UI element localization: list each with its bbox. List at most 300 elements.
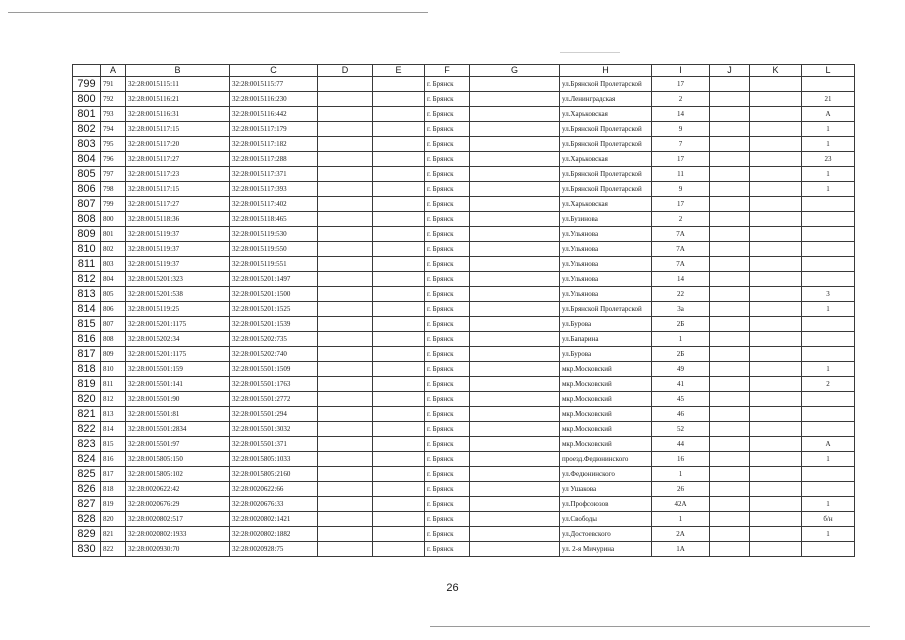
cell-e[interactable]	[373, 542, 425, 557]
cell-f[interactable]: г. Брянск	[425, 542, 470, 557]
row-number[interactable]: 818	[73, 362, 101, 377]
cell-c[interactable]: 32:28:0020622:66	[230, 482, 318, 497]
cell-e[interactable]	[373, 452, 425, 467]
cell-b[interactable]: 32:28:0020802:517	[126, 512, 230, 527]
cell-h[interactable]: ул.Бурова	[560, 347, 652, 362]
cell-l[interactable]	[802, 77, 855, 92]
cell-k[interactable]	[750, 92, 802, 107]
cell-g[interactable]	[470, 482, 560, 497]
cell-f[interactable]: г. Брянск	[425, 407, 470, 422]
cell-g[interactable]	[470, 182, 560, 197]
cell-d[interactable]	[318, 92, 373, 107]
cell-k[interactable]	[750, 542, 802, 557]
cell-e[interactable]	[373, 332, 425, 347]
cell-j[interactable]	[710, 212, 750, 227]
column-header[interactable]: L	[802, 65, 855, 77]
cell-h[interactable]: ул.Харьковская	[560, 152, 652, 167]
cell-d[interactable]	[318, 302, 373, 317]
cell-k[interactable]	[750, 302, 802, 317]
cell-i[interactable]: 7А	[652, 257, 710, 272]
cell-g[interactable]	[470, 512, 560, 527]
cell-h[interactable]: ул.Брянской Пролетарской	[560, 122, 652, 137]
cell-h[interactable]: ул.Достоевского	[560, 527, 652, 542]
row-number[interactable]: 799	[73, 77, 101, 92]
row-number[interactable]: 811	[73, 257, 101, 272]
cell-f[interactable]: г. Брянск	[425, 77, 470, 92]
cell-g[interactable]	[470, 377, 560, 392]
cell-d[interactable]	[318, 212, 373, 227]
cell-j[interactable]	[710, 167, 750, 182]
cell-l[interactable]	[802, 407, 855, 422]
row-number[interactable]: 810	[73, 242, 101, 257]
cell-g[interactable]	[470, 347, 560, 362]
cell-j[interactable]	[710, 512, 750, 527]
cell-g[interactable]	[470, 362, 560, 377]
cell-h[interactable]: ул.Брянской Пролетарской	[560, 182, 652, 197]
cell-j[interactable]	[710, 437, 750, 452]
cell-a[interactable]: 802	[101, 242, 126, 257]
cell-e[interactable]	[373, 377, 425, 392]
cell-e[interactable]	[373, 362, 425, 377]
row-number[interactable]: 827	[73, 497, 101, 512]
cell-k[interactable]	[750, 527, 802, 542]
cell-c[interactable]: 32:28:0015119:551	[230, 257, 318, 272]
cell-c[interactable]: 32:28:0015117:393	[230, 182, 318, 197]
cell-e[interactable]	[373, 182, 425, 197]
cell-b[interactable]: 32:28:0015119:37	[126, 257, 230, 272]
cell-h[interactable]: ул.Харьковская	[560, 197, 652, 212]
cell-b[interactable]: 32:28:0020802:1933	[126, 527, 230, 542]
cell-h[interactable]: мкр.Московский	[560, 437, 652, 452]
cell-f[interactable]: г. Брянск	[425, 422, 470, 437]
cell-c[interactable]: 32:28:0015805:1033	[230, 452, 318, 467]
cell-k[interactable]	[750, 272, 802, 287]
cell-k[interactable]	[750, 77, 802, 92]
cell-d[interactable]	[318, 107, 373, 122]
column-header[interactable]: H	[560, 65, 652, 77]
cell-e[interactable]	[373, 512, 425, 527]
cell-a[interactable]: 800	[101, 212, 126, 227]
cell-e[interactable]	[373, 287, 425, 302]
cell-g[interactable]	[470, 227, 560, 242]
cell-i[interactable]: 26	[652, 482, 710, 497]
cell-c[interactable]: 32:28:0020802:1882	[230, 527, 318, 542]
cell-e[interactable]	[373, 122, 425, 137]
cell-f[interactable]: г. Брянск	[425, 467, 470, 482]
cell-e[interactable]	[373, 497, 425, 512]
cell-j[interactable]	[710, 122, 750, 137]
cell-a[interactable]: 804	[101, 272, 126, 287]
cell-d[interactable]	[318, 467, 373, 482]
cell-i[interactable]: 49	[652, 362, 710, 377]
cell-b[interactable]: 32:28:0015116:31	[126, 107, 230, 122]
cell-b[interactable]: 32:28:0015501:81	[126, 407, 230, 422]
cell-l[interactable]: 3	[802, 287, 855, 302]
cell-e[interactable]	[373, 302, 425, 317]
cell-b[interactable]: 32:28:0015117:27	[126, 197, 230, 212]
row-number[interactable]: 801	[73, 107, 101, 122]
cell-f[interactable]: г. Брянск	[425, 197, 470, 212]
row-number[interactable]: 820	[73, 392, 101, 407]
cell-h[interactable]: ул.Федюнинского	[560, 467, 652, 482]
cell-f[interactable]: г. Брянск	[425, 272, 470, 287]
cell-i[interactable]: 7А	[652, 227, 710, 242]
cell-b[interactable]: 32:28:0015119:37	[126, 227, 230, 242]
cell-h[interactable]: мкр.Московский	[560, 407, 652, 422]
cell-k[interactable]	[750, 437, 802, 452]
cell-g[interactable]	[470, 542, 560, 557]
cell-k[interactable]	[750, 137, 802, 152]
row-number[interactable]: 800	[73, 92, 101, 107]
row-number[interactable]: 825	[73, 467, 101, 482]
cell-l[interactable]: 2	[802, 377, 855, 392]
cell-d[interactable]	[318, 347, 373, 362]
cell-c[interactable]: 32:28:0015117:182	[230, 137, 318, 152]
cell-i[interactable]: 14	[652, 272, 710, 287]
cell-i[interactable]: 22	[652, 287, 710, 302]
cell-k[interactable]	[750, 317, 802, 332]
cell-k[interactable]	[750, 392, 802, 407]
cell-e[interactable]	[373, 227, 425, 242]
row-number[interactable]: 826	[73, 482, 101, 497]
cell-a[interactable]: 815	[101, 437, 126, 452]
cell-b[interactable]: 32:28:0015117:20	[126, 137, 230, 152]
cell-g[interactable]	[470, 122, 560, 137]
cell-c[interactable]: 32:28:0015501:294	[230, 407, 318, 422]
cell-g[interactable]	[470, 77, 560, 92]
cell-j[interactable]	[710, 227, 750, 242]
cell-b[interactable]: 32:28:0015501:141	[126, 377, 230, 392]
cell-d[interactable]	[318, 137, 373, 152]
cell-d[interactable]	[318, 482, 373, 497]
cell-k[interactable]	[750, 182, 802, 197]
cell-g[interactable]	[470, 287, 560, 302]
cell-d[interactable]	[318, 317, 373, 332]
cell-b[interactable]: 32:28:0015116:21	[126, 92, 230, 107]
cell-b[interactable]: 32:28:0015501:97	[126, 437, 230, 452]
cell-b[interactable]: 32:28:0015201:1175	[126, 317, 230, 332]
cell-c[interactable]: 32:28:0015501:2772	[230, 392, 318, 407]
cell-d[interactable]	[318, 392, 373, 407]
cell-l[interactable]	[802, 422, 855, 437]
cell-c[interactable]: 32:28:0020802:1421	[230, 512, 318, 527]
cell-i[interactable]: 2Б	[652, 317, 710, 332]
cell-l[interactable]: 1	[802, 497, 855, 512]
cell-l[interactable]	[802, 467, 855, 482]
column-header[interactable]: C	[230, 65, 318, 77]
cell-c[interactable]: 32:28:0015501:3032	[230, 422, 318, 437]
cell-f[interactable]: г. Брянск	[425, 227, 470, 242]
cell-k[interactable]	[750, 197, 802, 212]
cell-h[interactable]: мкр.Московский	[560, 422, 652, 437]
cell-l[interactable]	[802, 242, 855, 257]
cell-c[interactable]: 32:28:0015117:179	[230, 122, 318, 137]
cell-d[interactable]	[318, 452, 373, 467]
cell-l[interactable]	[802, 272, 855, 287]
row-number[interactable]: 822	[73, 422, 101, 437]
cell-d[interactable]	[318, 437, 373, 452]
cell-b[interactable]: 32:28:0015201:1175	[126, 347, 230, 362]
cell-g[interactable]	[470, 167, 560, 182]
cell-l[interactable]: 21	[802, 92, 855, 107]
column-header[interactable]: J	[710, 65, 750, 77]
cell-h[interactable]: ул.Бапарина	[560, 332, 652, 347]
row-number[interactable]: 824	[73, 452, 101, 467]
cell-i[interactable]: 1	[652, 512, 710, 527]
cell-a[interactable]: 797	[101, 167, 126, 182]
cell-j[interactable]	[710, 332, 750, 347]
cell-f[interactable]: г. Брянск	[425, 437, 470, 452]
cell-l[interactable]	[802, 212, 855, 227]
cell-c[interactable]: 32:28:0015116:230	[230, 92, 318, 107]
cell-d[interactable]	[318, 182, 373, 197]
cell-f[interactable]: г. Брянск	[425, 347, 470, 362]
cell-a[interactable]: 793	[101, 107, 126, 122]
cell-g[interactable]	[470, 137, 560, 152]
cell-i[interactable]: 2	[652, 92, 710, 107]
row-number[interactable]: 813	[73, 287, 101, 302]
row-number[interactable]: 812	[73, 272, 101, 287]
cell-g[interactable]	[470, 437, 560, 452]
cell-a[interactable]: 794	[101, 122, 126, 137]
cell-k[interactable]	[750, 212, 802, 227]
cell-e[interactable]	[373, 437, 425, 452]
cell-l[interactable]	[802, 257, 855, 272]
cell-f[interactable]: г. Брянск	[425, 377, 470, 392]
cell-i[interactable]: 44	[652, 437, 710, 452]
cell-h[interactable]: ул.Ленинградская	[560, 92, 652, 107]
cell-a[interactable]: 821	[101, 527, 126, 542]
cell-i[interactable]: 45	[652, 392, 710, 407]
cell-b[interactable]: 32:28:0015805:102	[126, 467, 230, 482]
column-header[interactable]: G	[470, 65, 560, 77]
cell-i[interactable]: 1А	[652, 542, 710, 557]
cell-d[interactable]	[318, 227, 373, 242]
cell-h[interactable]: ул.Ульянова	[560, 257, 652, 272]
cell-a[interactable]: 792	[101, 92, 126, 107]
cell-j[interactable]	[710, 497, 750, 512]
cell-i[interactable]: 7	[652, 137, 710, 152]
cell-g[interactable]	[470, 422, 560, 437]
cell-k[interactable]	[750, 257, 802, 272]
cell-f[interactable]: г. Брянск	[425, 152, 470, 167]
cell-j[interactable]	[710, 392, 750, 407]
cell-c[interactable]: 32:28:0015501:1509	[230, 362, 318, 377]
cell-b[interactable]: 32:28:0015501:90	[126, 392, 230, 407]
cell-j[interactable]	[710, 152, 750, 167]
cell-k[interactable]	[750, 512, 802, 527]
cell-d[interactable]	[318, 77, 373, 92]
row-number[interactable]: 817	[73, 347, 101, 362]
cell-a[interactable]: 818	[101, 482, 126, 497]
cell-c[interactable]: 32:28:0015201:1500	[230, 287, 318, 302]
cell-h[interactable]: ул.Брянской Пролетарской	[560, 137, 652, 152]
cell-d[interactable]	[318, 152, 373, 167]
cell-c[interactable]: 32:28:0015202:740	[230, 347, 318, 362]
cell-d[interactable]	[318, 527, 373, 542]
cell-k[interactable]	[750, 332, 802, 347]
cell-e[interactable]	[373, 137, 425, 152]
cell-a[interactable]: 809	[101, 347, 126, 362]
cell-k[interactable]	[750, 467, 802, 482]
cell-b[interactable]: 32:28:0015117:23	[126, 167, 230, 182]
cell-h[interactable]: ул Ушакова	[560, 482, 652, 497]
cell-l[interactable]	[802, 332, 855, 347]
cell-h[interactable]: ул.Брянской Пролетарской	[560, 77, 652, 92]
cell-h[interactable]: проезд.Федюнинского	[560, 452, 652, 467]
cell-a[interactable]: 814	[101, 422, 126, 437]
cell-b[interactable]: 32:28:0020676:29	[126, 497, 230, 512]
cell-k[interactable]	[750, 287, 802, 302]
cell-f[interactable]: г. Брянск	[425, 287, 470, 302]
cell-i[interactable]: 1	[652, 467, 710, 482]
cell-a[interactable]: 810	[101, 362, 126, 377]
cell-e[interactable]	[373, 242, 425, 257]
cell-c[interactable]: 32:28:0015805:2160	[230, 467, 318, 482]
cell-l[interactable]: 23	[802, 152, 855, 167]
cell-h[interactable]: ул.Брянской Пролетарской	[560, 167, 652, 182]
cell-b[interactable]: 32:28:0020930:70	[126, 542, 230, 557]
cell-g[interactable]	[470, 392, 560, 407]
cell-j[interactable]	[710, 362, 750, 377]
cell-e[interactable]	[373, 107, 425, 122]
cell-l[interactable]: 1	[802, 122, 855, 137]
cell-l[interactable]	[802, 542, 855, 557]
cell-j[interactable]	[710, 272, 750, 287]
cell-e[interactable]	[373, 212, 425, 227]
cell-k[interactable]	[750, 107, 802, 122]
cell-i[interactable]: 7А	[652, 242, 710, 257]
cell-d[interactable]	[318, 362, 373, 377]
cell-a[interactable]: 811	[101, 377, 126, 392]
row-number[interactable]: 829	[73, 527, 101, 542]
row-number[interactable]: 815	[73, 317, 101, 332]
cell-l[interactable]	[802, 392, 855, 407]
cell-j[interactable]	[710, 467, 750, 482]
cell-i[interactable]: 2Б	[652, 347, 710, 362]
row-number[interactable]: 805	[73, 167, 101, 182]
cell-h[interactable]: ул.Ульянова	[560, 242, 652, 257]
cell-e[interactable]	[373, 272, 425, 287]
cell-i[interactable]: 11	[652, 167, 710, 182]
cell-f[interactable]: г. Брянск	[425, 392, 470, 407]
cell-c[interactable]: 32:28:0015117:402	[230, 197, 318, 212]
cell-g[interactable]	[470, 407, 560, 422]
cell-j[interactable]	[710, 527, 750, 542]
row-number[interactable]: 804	[73, 152, 101, 167]
cell-i[interactable]: 14	[652, 107, 710, 122]
cell-g[interactable]	[470, 107, 560, 122]
cell-c[interactable]: 32:28:0015501:371	[230, 437, 318, 452]
cell-f[interactable]: г. Брянск	[425, 122, 470, 137]
cell-f[interactable]: г. Брянск	[425, 182, 470, 197]
cell-h[interactable]: ул.Бузинова	[560, 212, 652, 227]
cell-g[interactable]	[470, 527, 560, 542]
column-header[interactable]: D	[318, 65, 373, 77]
cell-a[interactable]: 805	[101, 287, 126, 302]
cell-b[interactable]: 32:28:0020622:42	[126, 482, 230, 497]
column-header[interactable]: E	[373, 65, 425, 77]
cell-f[interactable]: г. Брянск	[425, 482, 470, 497]
cell-e[interactable]	[373, 167, 425, 182]
cell-l[interactable]	[802, 197, 855, 212]
cell-f[interactable]: г. Брянск	[425, 317, 470, 332]
cell-l[interactable]: А	[802, 437, 855, 452]
cell-g[interactable]	[470, 92, 560, 107]
cell-f[interactable]: г. Брянск	[425, 167, 470, 182]
cell-f[interactable]: г. Брянск	[425, 527, 470, 542]
cell-j[interactable]	[710, 92, 750, 107]
cell-h[interactable]: ул.Бурова	[560, 317, 652, 332]
cell-j[interactable]	[710, 542, 750, 557]
cell-k[interactable]	[750, 377, 802, 392]
cell-f[interactable]: г. Брянск	[425, 257, 470, 272]
cell-j[interactable]	[710, 107, 750, 122]
cell-a[interactable]: 822	[101, 542, 126, 557]
cell-h[interactable]: ул.Ульянова	[560, 272, 652, 287]
cell-a[interactable]: 820	[101, 512, 126, 527]
cell-k[interactable]	[750, 497, 802, 512]
cell-k[interactable]	[750, 362, 802, 377]
cell-e[interactable]	[373, 92, 425, 107]
cell-b[interactable]: 32:28:0015201:323	[126, 272, 230, 287]
cell-l[interactable]: А	[802, 107, 855, 122]
cell-g[interactable]	[470, 467, 560, 482]
cell-a[interactable]: 819	[101, 497, 126, 512]
cell-l[interactable]	[802, 317, 855, 332]
cell-g[interactable]	[470, 212, 560, 227]
cell-l[interactable]: 1	[802, 302, 855, 317]
cell-b[interactable]: 32:28:0015119:25	[126, 302, 230, 317]
cell-b[interactable]: 32:28:0015118:36	[126, 212, 230, 227]
row-number[interactable]: 807	[73, 197, 101, 212]
cell-f[interactable]: г. Брянск	[425, 512, 470, 527]
cell-j[interactable]	[710, 137, 750, 152]
cell-g[interactable]	[470, 497, 560, 512]
cell-g[interactable]	[470, 302, 560, 317]
cell-c[interactable]: 32:28:0015501:1763	[230, 377, 318, 392]
cell-h[interactable]: ул.Свободы	[560, 512, 652, 527]
cell-d[interactable]	[318, 197, 373, 212]
cell-d[interactable]	[318, 377, 373, 392]
cell-i[interactable]: 2	[652, 212, 710, 227]
cell-b[interactable]: 32:28:0015117:15	[126, 122, 230, 137]
cell-e[interactable]	[373, 482, 425, 497]
cell-b[interactable]: 32:28:0015119:37	[126, 242, 230, 257]
cell-f[interactable]: г. Брянск	[425, 452, 470, 467]
cell-d[interactable]	[318, 287, 373, 302]
cell-i[interactable]: 3а	[652, 302, 710, 317]
cell-j[interactable]	[710, 422, 750, 437]
column-header[interactable]: K	[750, 65, 802, 77]
cell-h[interactable]: ул.Брянской Пролетарской	[560, 302, 652, 317]
cell-d[interactable]	[318, 257, 373, 272]
cell-k[interactable]	[750, 482, 802, 497]
cell-k[interactable]	[750, 407, 802, 422]
cell-g[interactable]	[470, 257, 560, 272]
cell-c[interactable]: 32:28:0015115:77	[230, 77, 318, 92]
cell-f[interactable]: г. Брянск	[425, 242, 470, 257]
cell-g[interactable]	[470, 317, 560, 332]
row-number[interactable]: 808	[73, 212, 101, 227]
row-number[interactable]: 816	[73, 332, 101, 347]
cell-k[interactable]	[750, 422, 802, 437]
cell-f[interactable]: г. Брянск	[425, 302, 470, 317]
column-header[interactable]: A	[101, 65, 126, 77]
row-number[interactable]: 821	[73, 407, 101, 422]
cell-f[interactable]: г. Брянск	[425, 212, 470, 227]
cell-e[interactable]	[373, 257, 425, 272]
